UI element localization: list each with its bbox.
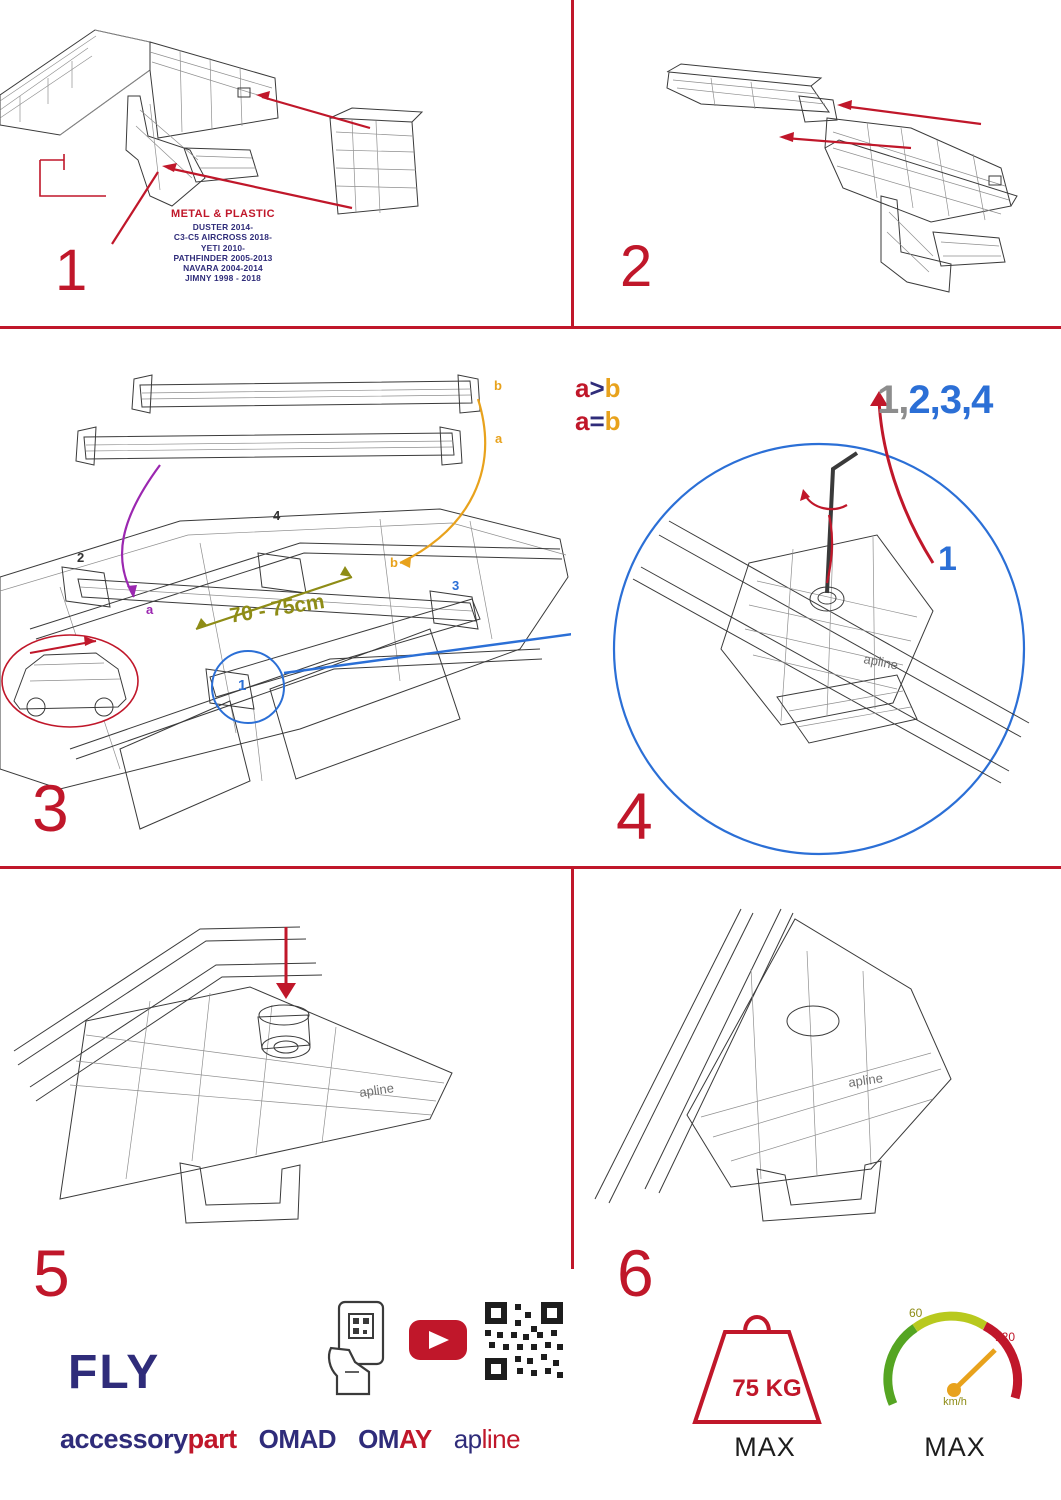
sequence-first: 1, <box>877 378 909 422</box>
brand-omay <box>358 1424 432 1455</box>
step-number-4: 4 <box>616 779 652 853</box>
weight-limit-caption: MAX <box>734 1432 796 1462</box>
legend-b: b <box>604 405 621 436</box>
scan-qr-hand-icon <box>329 1302 383 1394</box>
step-number-2: 2 <box>620 234 652 299</box>
panel-2-illustration <box>581 0 1061 326</box>
divider-col-bottom <box>571 869 574 1269</box>
tighten-sequence <box>877 378 992 423</box>
brand-apline <box>454 1424 520 1455</box>
brand-apline-part1: ap <box>453 1423 482 1454</box>
foot-callout-1: 1 <box>238 677 247 694</box>
brand-accessorypart <box>60 1424 237 1455</box>
panel-5-illustration <box>0 869 571 1269</box>
foot-label-3: 3 <box>452 578 460 593</box>
legend-b: b <box>604 373 621 403</box>
brand-omad: OMAD <box>258 1423 337 1454</box>
svg-text:apline: apline <box>862 651 900 673</box>
brand-accessorypart-part2: part <box>187 1423 237 1454</box>
speed-limit-gauge-icon <box>875 1300 1045 1430</box>
speed-tick-120: 120 <box>995 1330 1016 1344</box>
panel-4-callout-1: 1 <box>938 540 957 578</box>
foot-label-2: 2 <box>77 550 85 565</box>
vehicle-item: DUSTER 2014- <box>192 222 254 232</box>
brand-omay-part2: AY <box>398 1423 432 1454</box>
speed-unit-label: km/h <box>943 1396 967 1408</box>
legend-a: a <box>575 373 590 403</box>
legend-op: = <box>589 405 605 436</box>
speed-limit-caption: MAX <box>924 1432 986 1462</box>
speed-tick-60: 60 <box>909 1306 923 1320</box>
bar-label-b-top: b <box>494 378 502 393</box>
step-number-1: 1 <box>55 238 87 303</box>
step-number-3: 3 <box>32 771 68 845</box>
vehicle-list <box>118 222 328 284</box>
bar-label-a-top: a <box>495 431 503 446</box>
step-number-6: 6 <box>617 1236 653 1310</box>
svg-text:apline: apline <box>358 1080 395 1100</box>
vehicle-item: C3-C5 AIRCROSS 2018- <box>173 232 273 243</box>
brand-accessorypart-part1: accessory <box>60 1423 188 1454</box>
svg-text:apline: apline <box>847 1070 884 1090</box>
roof-label-b: b <box>390 555 398 570</box>
panel-6-illustration <box>581 869 1061 1269</box>
qr-code-icon <box>485 1302 563 1380</box>
divider-col-top <box>571 0 574 326</box>
foot-label-4: 4 <box>273 508 281 523</box>
vehicle-item: PATHFINDER 2005-2013 <box>173 252 273 263</box>
vehicle-item: NAVARA 2004-2014 <box>183 263 263 273</box>
vehicle-item: JIMNY 1998 - 2018 <box>185 273 261 284</box>
sequence-rest: 2,3,4 <box>908 378 993 422</box>
vehicle-item: YETI 2010- <box>200 242 246 253</box>
youtube-icon <box>409 1320 467 1360</box>
brand-omay-part1: OM <box>358 1423 399 1454</box>
weight-limit-icon <box>667 1296 867 1446</box>
legend-op: > <box>589 373 605 403</box>
step-number-5: 5 <box>33 1236 69 1310</box>
panel-1-compatibility-list <box>118 208 328 284</box>
material-label: METAL & PLASTIC <box>171 208 275 220</box>
roof-label-a: a <box>146 602 154 617</box>
brand-row <box>60 1418 570 1460</box>
brand-fly: FLY <box>68 1346 161 1399</box>
legend-a: a <box>575 405 590 436</box>
crossbar-spacing-dimension: 70 - 75cm <box>228 590 327 628</box>
brand-apline-part2: line <box>481 1423 521 1454</box>
icon-row <box>325 1298 575 1398</box>
weight-limit-value: 75 KG <box>732 1375 802 1402</box>
